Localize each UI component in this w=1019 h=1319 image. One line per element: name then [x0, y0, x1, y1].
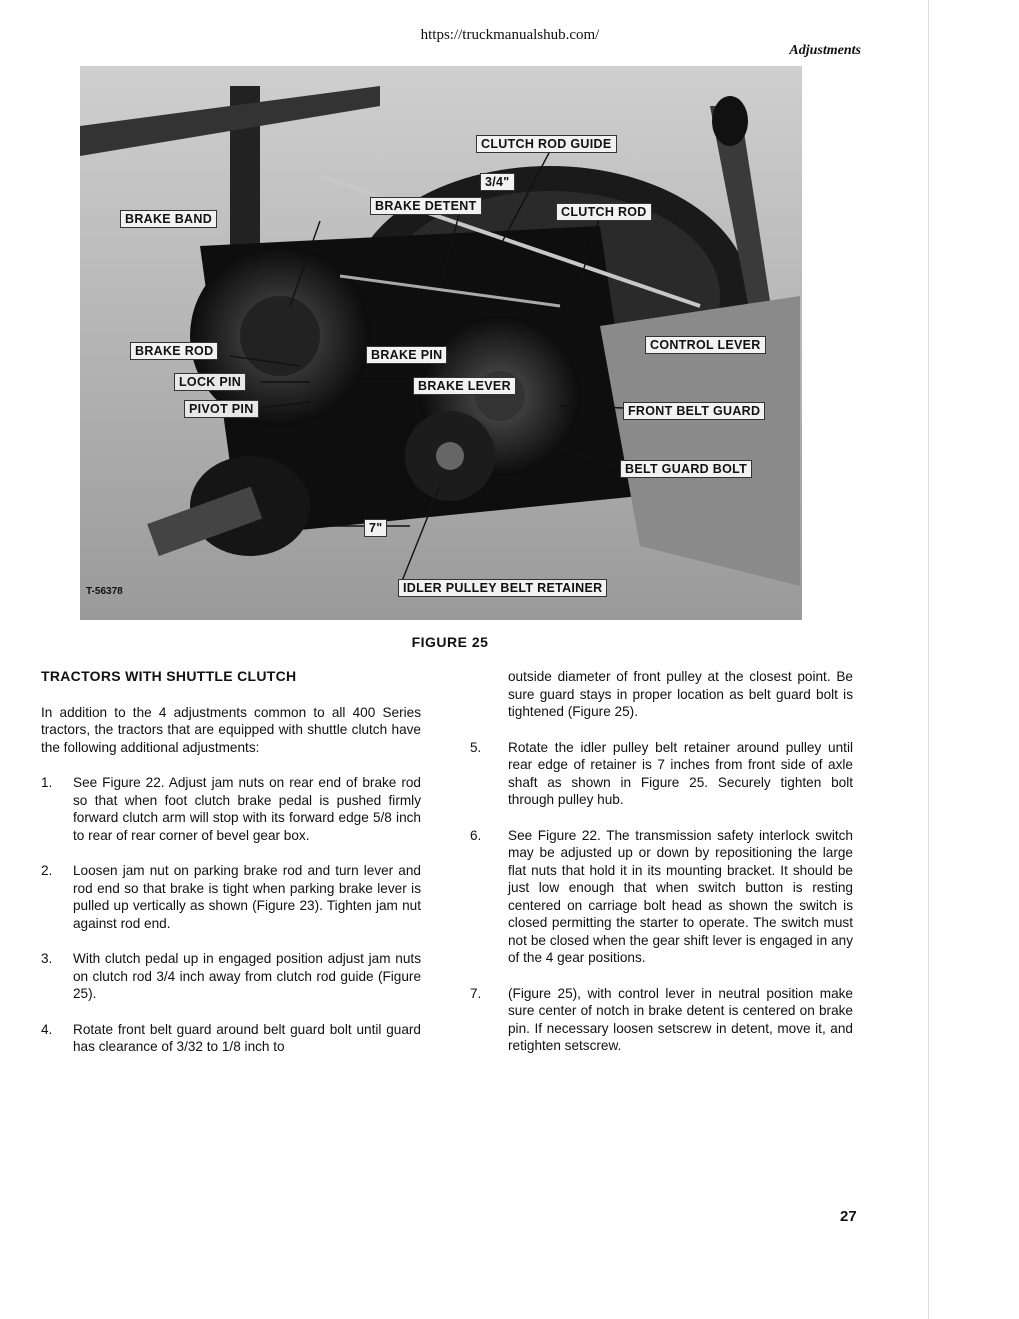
item-text: (Figure 25), with control lever in neutral position make sure center of notch in brake detent is centered on brake pin. If necessary loosen setscrew in detent, move it, and retighten setscrew. [508, 985, 853, 1053]
list-item [470, 739, 853, 809]
item-text: Loosen jam nut on parking brake rod and turn lever and rod end so that brake is tight when parking brake lever is pulled up vertically as shown (Figure 23). Tighten jam nut against rod end. [73, 863, 421, 931]
callout-pivot-pin: PIVOT PIN [184, 400, 259, 418]
figure-caption: FIGURE 25 [411, 634, 489, 650]
item-number: 1. [41, 775, 53, 790]
item-number: 3. [41, 951, 53, 966]
list-item [41, 774, 421, 844]
callout-control-lever: CONTROL LEVER [645, 336, 766, 354]
item-number: 6. [470, 827, 482, 843]
item-text: Rotate the idler pulley belt retainer around pulley until rear edge of retainer is 7 inches from front side of axle shaft as shown in Figure 25. Securely tighten bolt through pulley hub. [508, 739, 853, 807]
item-number: 7. [470, 985, 482, 1001]
page-edge-rule [928, 0, 929, 1319]
page-number: 27 [840, 1208, 857, 1225]
right-column [470, 668, 853, 1073]
callout-brake-pin: BRAKE PIN [366, 346, 447, 364]
item-text: See Figure 22. The transmission safety interlock switch may be adjusted up or down by repositioning the large flat nuts that hold it in its mounting bracket. It should be just low enough that when switch button is resting centered on carriage bolt head as shown the switch is closed permitting the starter to operate. The switch must not be closed when the gear shift lever is engaged in any of the 4 gear positions. [508, 827, 853, 965]
callout-brake-lever: BRAKE LEVER [413, 377, 516, 395]
callout-brake-detent: BRAKE DETENT [370, 197, 482, 215]
item-text: See Figure 22. Adjust jam nuts on rear end of brake rod so that when foot clutch brake pedal is pushed firmly forward clutch arm will stop with its forward edge 5/8 inch to rear of rear corner of bevel gear box. [73, 775, 421, 843]
continued-paragraph: outside diameter of front pulley at the closest point. Be sure guard stays in proper location as belt guard bolt is tightened (Figure 25). [508, 669, 853, 719]
list-item [41, 1021, 421, 1056]
callout-lock-pin: LOCK PIN [174, 373, 246, 391]
item-text: Rotate front belt guard around belt guard bolt until guard has clearance of 3/32 to 1/8 inch to [73, 1021, 421, 1054]
item-text: With clutch pedal up in engaged position adjust jam nuts on clutch rod 3/4 inch away from clutch rod guide (Figure 25). [73, 951, 421, 1001]
source-url[interactable]: https://truckmanualshub.com/ [420, 27, 600, 43]
callout-clutch-rod: CLUTCH ROD [556, 203, 652, 221]
callout-dimension-7: 7" [364, 519, 387, 537]
callout-front-belt-guard: FRONT BELT GUARD [623, 402, 765, 420]
intro-paragraph: In addition to the 4 adjustments common to all 400 Series tractors, the tractors that are equipped with shuttle clutch have the following additional adjustments: [41, 704, 421, 755]
section-heading: TRACTORS WITH SHUTTLE CLUTCH [41, 668, 297, 684]
left-column [41, 668, 421, 1074]
callout-idler-pulley-belt-retainer: IDLER PULLEY BELT RETAINER [398, 579, 607, 597]
list-item [41, 950, 421, 1003]
photo-id: T-56378 [86, 586, 123, 597]
list-item [470, 985, 853, 1055]
item-number: 5. [470, 739, 482, 755]
list-item [41, 862, 421, 932]
item-number: 4. [41, 1021, 53, 1037]
list-item [470, 827, 853, 967]
callout-brake-rod: BRAKE ROD [130, 342, 218, 360]
section-title: Adjustments [789, 43, 861, 58]
callout-brake-band: BRAKE BAND [120, 210, 217, 228]
callout-belt-guard-bolt: BELT GUARD BOLT [620, 460, 752, 478]
figure-photo [80, 66, 802, 620]
callout-clutch-rod-guide: CLUTCH ROD GUIDE [476, 135, 617, 153]
callout-dimension-3-4: 3/4" [480, 173, 515, 191]
item-number: 2. [41, 863, 53, 878]
